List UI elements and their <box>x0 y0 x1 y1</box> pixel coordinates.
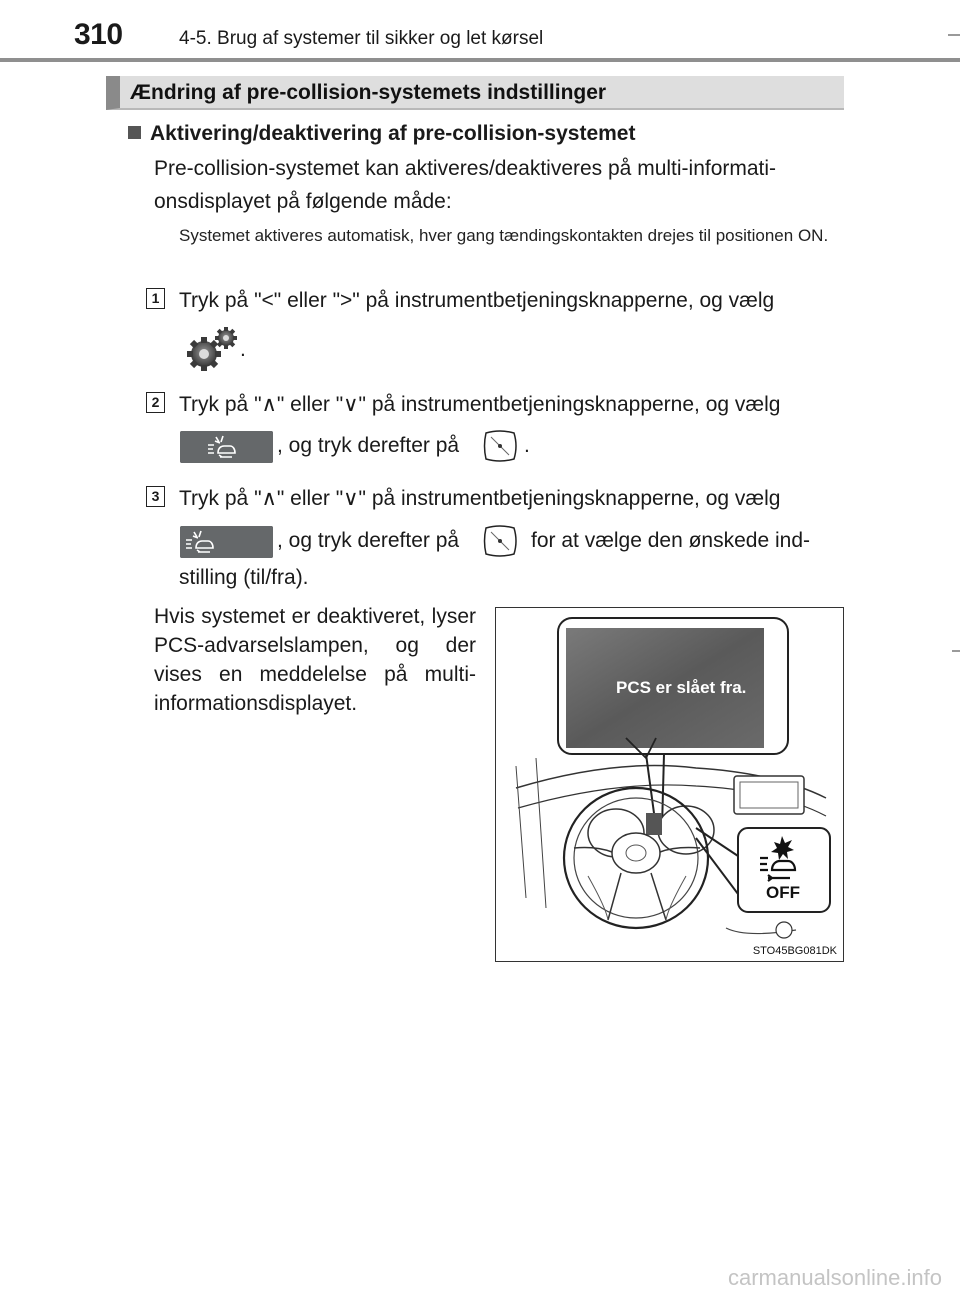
crop-mark <box>952 650 960 652</box>
step-text: Tryk på "<" eller ">" på instrumentbetjeningsknapperne, og vælg <box>179 289 775 312</box>
step-text-end: . <box>240 338 246 361</box>
ok-button-icon <box>481 427 519 465</box>
subsection-heading <box>128 122 635 146</box>
step-number: 1 <box>146 288 165 309</box>
ok-button-icon <box>481 522 519 560</box>
intro-line: onsdisplayet på følgende måde: <box>154 190 452 213</box>
header-rule <box>0 58 960 62</box>
settings-gear-icon <box>184 326 244 374</box>
illustration-code: STO45BG081DK <box>752 945 837 957</box>
crop-mark <box>948 34 960 36</box>
step-text-last: stilling (til/fra). <box>179 566 309 589</box>
watermark: carmanualsonline.info <box>727 1265 942 1290</box>
step-text-mid: , og tryk derefter på <box>277 529 460 552</box>
dashboard-illustration <box>495 607 844 962</box>
square-bullet-icon <box>128 126 141 139</box>
section-banner <box>106 76 844 110</box>
chapter-title: 4-5. Brug af systemer til sikker og let kørsel <box>179 28 544 49</box>
step-text-end: for at vælge den ønskede ind- <box>531 529 810 552</box>
step-number: 2 <box>146 392 165 413</box>
pcs-menu-icon <box>180 431 273 463</box>
section-title: Ændring af pre-collision-systemets indstillinger <box>130 81 607 104</box>
step-text-mid: , og tryk derefter på <box>277 434 460 457</box>
intro-paragraph <box>154 152 840 218</box>
intro-line: Pre-collision-systemet kan aktiveres/deaktiveres på multi-informati- <box>154 157 777 180</box>
page-number: 310 <box>74 18 123 51</box>
subsection-title: Aktivering/deaktivering af pre-collision-systemet <box>150 122 636 145</box>
step-text: Tryk på "∧" eller "∨" på instrumentbetjeningsknapperne, og vælg <box>179 487 781 510</box>
step-number: 3 <box>146 486 165 507</box>
body-paragraph: Hvis systemet er deaktiveret, lyser PCS-advarselslampen, og der vises en meddelelse på multi-informationsdisplayet. <box>154 605 476 715</box>
pcs-menu-icon <box>180 526 273 558</box>
note-text: Systemet aktiveres automatisk, hver gang tændingskontakten drejes til positionen ON. <box>179 226 829 245</box>
step-text: Tryk på "∧" eller "∨" på instrumentbetjeningsknapperne, og vælg <box>179 393 781 416</box>
display-message: PCS er slået fra. <box>616 678 747 697</box>
dashboard-drawing <box>496 608 842 960</box>
step-text-end: . <box>524 434 530 457</box>
indicator-off-label: OFF <box>766 883 800 902</box>
